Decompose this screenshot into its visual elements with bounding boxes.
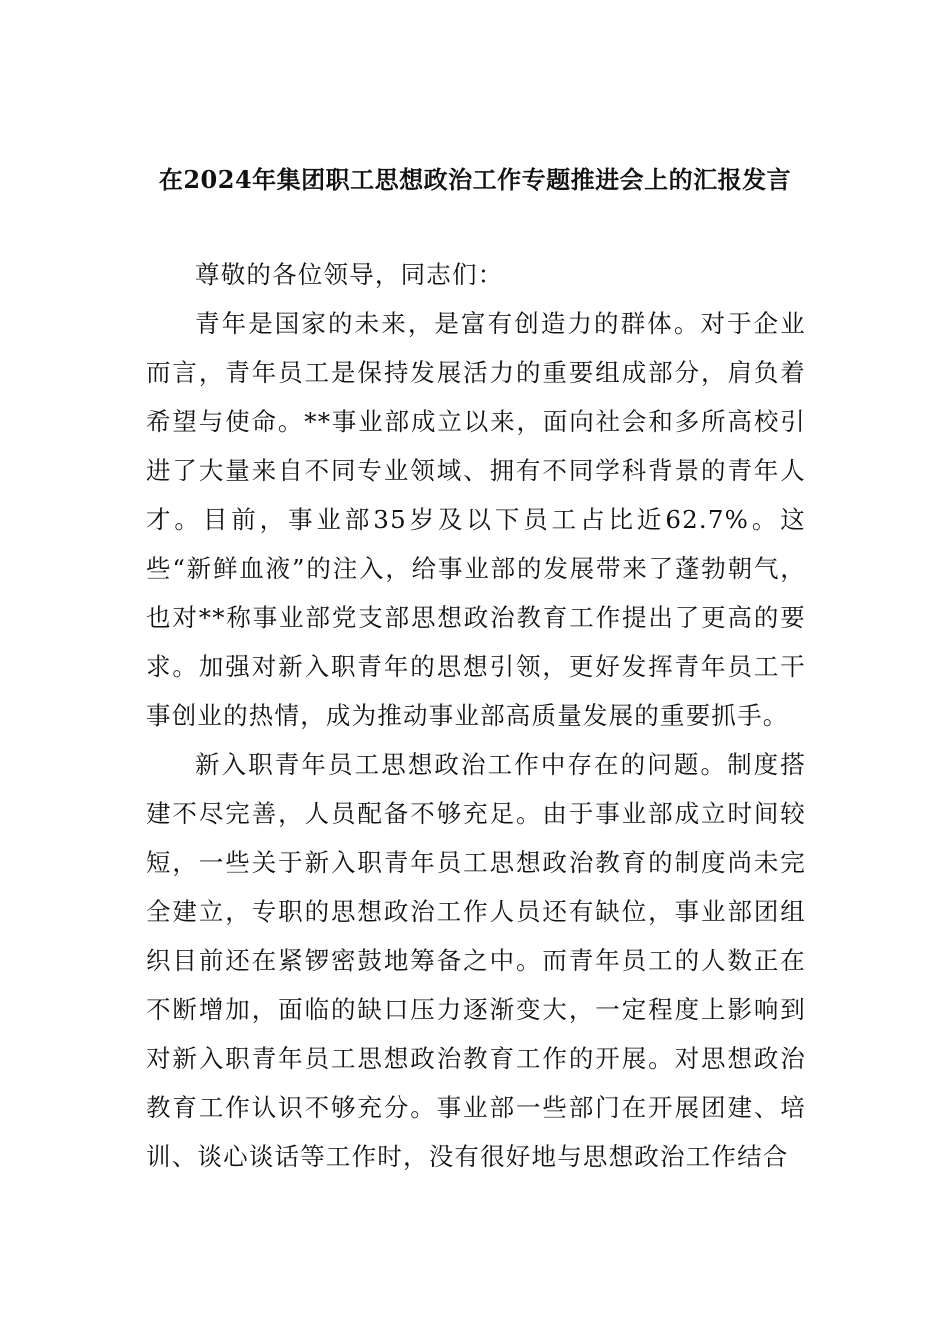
salutation: 尊敬的各位领导，同志们： xyxy=(195,260,504,289)
paragraph-1: 青年是国家的未来，是富有创造力的群体。对于企业而言，青年员工是保持发展活力的重要组成部分，肩负着希望与使命。**事业部成立以来，面向社会和多所高校引进了大量来自不同专业领域、拥有不同学科背景的青年人才。目前，事业部35岁及以下员工占比近62.7%。这些“新鲜血液”的注入，给事业部的发展带来了蓬勃朝气，也对**称事业部党支部思想政治教育工作提出了更高的要求。加强对新入职青年的思想引领，更好发挥青年员工干事创业的热情，成为推动事业部高质量发展的重要抓手。 xyxy=(146,309,806,730)
document-title: 在2024年集团职工思想政治工作专题推进会上的汇报发言 xyxy=(158,165,792,194)
paragraph-2: 新入职青年员工思想政治工作中存在的问题。制度搭建不尽完善，人员配备不够充足。由于事业部成立时间较短，一些关于新入职青年员工思想政治教育的制度尚未完全建立，专职的思想政治工作人员还有缺位，事业部团组织目前还在紧锣密鼓地筹备之中。而青年员工的人数正在不断增加，面临的缺口压力逐渐变大，一定程度上影响到对新入职青年员工思想政治教育工作的开展。对思想政治教育工作认识不够充分。事业部一些部门在开展团建、培训、谈心谈话等工作时，没有很好地与思想政治工作结合 xyxy=(146,750,806,1171)
document-body xyxy=(146,250,806,1181)
